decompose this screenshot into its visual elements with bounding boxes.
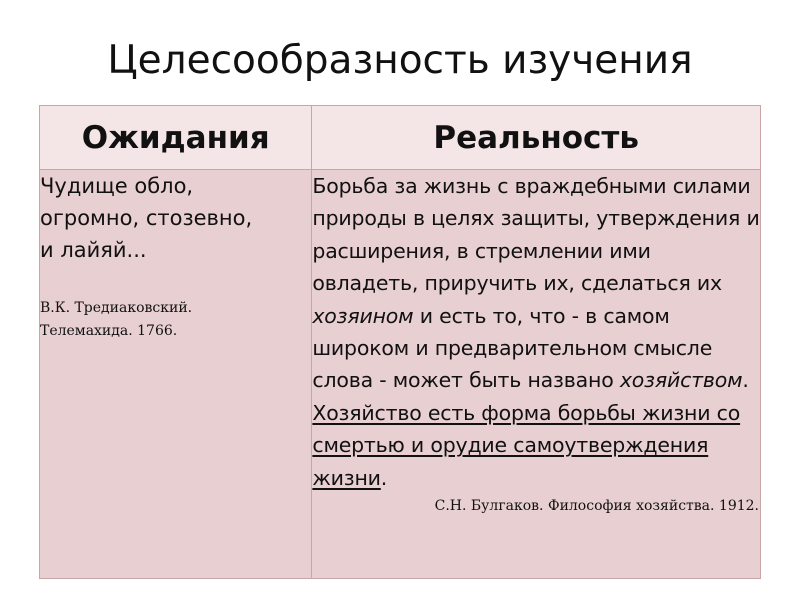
slide-title: Целесообразность изучения — [107, 38, 693, 83]
emphasis-master: хозяином — [312, 303, 414, 328]
table-row — [40, 170, 761, 579]
reality-text-part: Борьба за жизнь с враждебными силами природы в целях защиты, утверждения и расширения, в стремлении ими овладеть, приручить их, сделаться их — [312, 174, 760, 296]
reality-cell — [312, 170, 761, 579]
reality-text-part: . — [380, 465, 388, 490]
expectations-cell — [40, 170, 312, 579]
reference-author: В.К. Тредиаковский. — [40, 300, 193, 316]
quote-line: и лайяй... — [40, 238, 147, 262]
quote-line: огромно, стозевно, — [40, 206, 253, 230]
expectations-reference — [40, 297, 311, 343]
quote-line: Чудище обло, — [40, 174, 194, 198]
reality-text-part: . — [742, 368, 749, 393]
header-expectations: Ожидания — [40, 106, 312, 170]
reality-reference: С.Н. Булгаков. Философия хозяйства. 1912. — [434, 498, 759, 515]
reality-text — [312, 170, 760, 494]
expectations-quote — [40, 170, 311, 266]
emphasis-economy: хозяйством — [619, 368, 743, 393]
table-header-row — [40, 106, 761, 170]
reality-text-part: и есть то, что - в самом широком и предварительном смысле слова - может быть названо — [312, 303, 713, 393]
comparison-table — [39, 105, 761, 579]
underlined-definition: Хозяйство есть форма борьбы жизни со смертью и орудие самоутверждения жизни — [312, 400, 741, 490]
header-reality: Реальность — [312, 106, 761, 170]
reference-work: Телемахида. 1766. — [40, 323, 178, 339]
